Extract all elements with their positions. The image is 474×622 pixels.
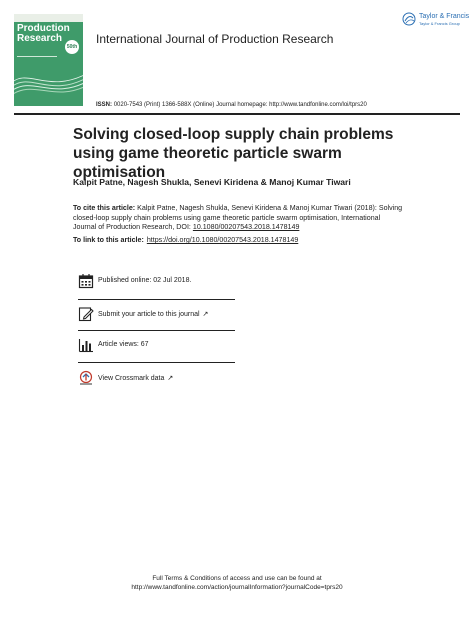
- publisher-globe-icon: [402, 12, 416, 26]
- published-date: Published online: 02 Jul 2018.: [98, 277, 192, 284]
- crossmark-icon: [78, 370, 94, 386]
- issn-text[interactable]: 0020-7543 (Print) 1366-588X (Online) Journal homepage: http://www.tandfonline.com/loi/tprs20: [113, 102, 367, 108]
- link-label: To link to this article:: [73, 236, 144, 244]
- article-doi-link[interactable]: https://doi.org/10.1080/00207543.2018.1478149: [146, 236, 299, 244]
- citation-block: [73, 204, 403, 233]
- external-link-icon: ↗: [167, 375, 174, 382]
- info-divider: [78, 362, 235, 363]
- bar-chart-icon: [78, 337, 94, 353]
- submit-article-link[interactable]: [98, 310, 208, 318]
- edit-document-icon: [78, 306, 94, 322]
- submit-article-label: Submit your article to this journal: [98, 311, 200, 318]
- publisher-group: Taylor & Francis Group: [419, 21, 460, 26]
- cite-doi-link[interactable]: 10.1080/00207543.2018.1478149: [192, 223, 300, 231]
- issn-line: [96, 102, 367, 108]
- journal-title: International Journal of Production Research: [96, 32, 334, 46]
- article-title: Solving closed-loop supply chain problems using game theoretic particle swarm optimisation: [73, 126, 394, 181]
- cite-label: To cite this article:: [73, 204, 136, 212]
- journal-cover-image: [14, 14, 83, 106]
- cover-divider: [17, 56, 57, 57]
- cover-header-strip: [14, 14, 83, 22]
- header-divider: [14, 113, 460, 115]
- crossmark-link[interactable]: [98, 374, 173, 382]
- issn-label: ISSN:: [96, 102, 113, 108]
- publisher-name: Taylor & Francis: [419, 13, 470, 20]
- cover-title: Production Research: [17, 23, 70, 44]
- crossmark-label: View Crossmark data: [98, 375, 165, 382]
- external-link-icon: ↗: [202, 311, 209, 318]
- info-divider: [78, 330, 235, 331]
- cover-anniversary-badge: 50th: [65, 40, 79, 54]
- terms-footer: [0, 574, 474, 592]
- article-views: Article views: 67: [98, 341, 149, 348]
- cover-wave-graphic: [14, 66, 83, 102]
- article-link-line: [73, 236, 298, 244]
- info-divider: [78, 299, 235, 300]
- calendar-icon: [78, 273, 94, 289]
- article-authors: Kalpit Patne, Nagesh Shukla, Senevi Kiridena & Manoj Kumar Tiwari: [73, 177, 351, 187]
- terms-url[interactable]: http://www.tandfonline.com/action/journalInformation?journalCode=tprs20: [131, 584, 343, 591]
- terms-line: Full Terms & Conditions of access and use can be found at: [152, 575, 322, 582]
- cite-text: Kalpit Patne, Nagesh Shukla, Senevi Kiridena & Manoj Kumar Tiwari (2018): Solving closed-loop supply chain problems using game theoretic particle swarm optimisation, International Journal of Production Research, DOI:: [73, 204, 403, 231]
